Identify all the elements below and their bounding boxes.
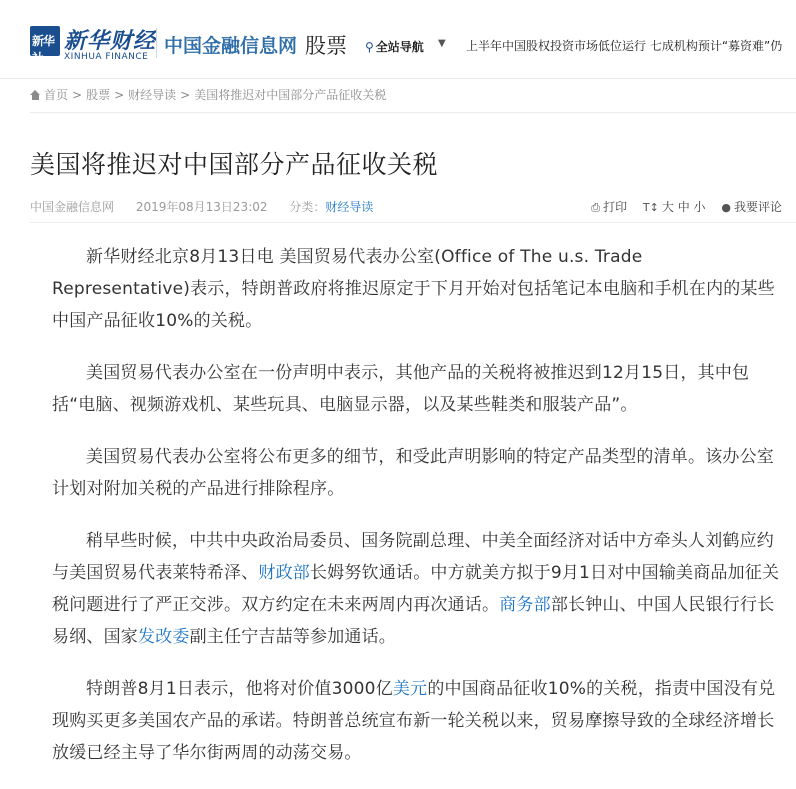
keyword-link[interactable]: 发改委 — [138, 627, 190, 647]
print-label: 打印 — [603, 200, 628, 214]
xinhua-logo-badge[interactable] — [30, 26, 60, 65]
article-paragraph — [52, 673, 782, 769]
article-title: 美国将推迟对中国部分产品征收关税 — [30, 150, 439, 179]
section-title[interactable]: 股票 — [305, 34, 347, 58]
breadcrumb-item-category[interactable]: 财经导读 — [128, 88, 177, 102]
breadcrumb-sep: > — [114, 88, 125, 102]
article-paragraph — [52, 357, 782, 421]
site-name[interactable]: 中国金融信息网 — [164, 35, 298, 57]
logo-subtitle: XINHUA FINANCE — [64, 52, 149, 62]
article-body — [52, 241, 782, 789]
breadcrumb — [30, 86, 386, 103]
keyword-link[interactable]: 财政部 — [258, 563, 311, 583]
comment-icon: ● — [721, 201, 731, 214]
logo-title[interactable]: 新华财经 — [64, 28, 157, 54]
keyword-link[interactable]: 美元 — [392, 679, 428, 699]
article-meta — [30, 198, 373, 215]
breadcrumb-sep: > — [180, 88, 191, 102]
paragraph-text: 美国贸易代表办公室在一份声明中表示，其他产品的关税将被推迟到12月15日，其中包括“电脑、视频游戏机、某些玩具、电脑显示器，以及某些鞋类和服装产品”。 — [52, 363, 750, 415]
comment-label: 我要评论 — [733, 200, 782, 214]
divider — [30, 112, 796, 113]
article-paragraph — [52, 441, 782, 505]
article-paragraph — [52, 525, 782, 653]
category-label: 分类： — [289, 200, 326, 214]
font-size-controls — [643, 200, 706, 214]
site-header — [0, 0, 796, 79]
font-small-button[interactable]: 小 — [693, 200, 706, 214]
paragraph-text: 美国贸易代表办公室将公布更多的细节，和受此声明影响的特定产品类型的清单。该办公室计划对附加关税的产品进行排除程序。 — [52, 447, 774, 499]
logo-divider — [156, 28, 157, 58]
logo-badge-text: 新华社 — [32, 34, 55, 65]
article-tools — [579, 198, 782, 215]
breadcrumb-sep: > — [72, 88, 83, 102]
paragraph-text: 新华财经北京8月13日电 美国贸易代表办公室(Office of The u.s. Trade Representative)表示，特朗普政府将推迟原定于下月开始对包括笔记本电脑和手机在内的某些中国产品征收10%的关税。 — [52, 247, 775, 331]
home-icon — [30, 90, 41, 100]
divider — [30, 222, 796, 223]
font-large-button[interactable]: 大 — [661, 200, 674, 214]
breadcrumb-home[interactable]: 首页 — [44, 88, 69, 102]
printer-icon: ⎙ — [591, 201, 601, 214]
news-ticker[interactable]: 上半年中国股权投资市场低位运行 七成机构预计“募资难”仍 — [466, 39, 783, 53]
triangle-down-icon[interactable]: ▼ — [438, 38, 446, 49]
breadcrumb-item-stocks[interactable]: 股票 — [86, 88, 111, 102]
location-pin-icon: ⚲ — [365, 40, 374, 54]
font-size-icon: T↕ — [642, 201, 659, 214]
paragraph-text: 副主任宁吉喆等参加通话。 — [189, 627, 397, 647]
category-link[interactable]: 财经导读 — [325, 200, 374, 214]
article-source: 中国金融信息网 — [30, 200, 115, 214]
site-nav-label: 全站导航 — [375, 40, 424, 54]
paragraph-text: 部长钟山、中国人民银行行长易纲、国家 — [52, 595, 775, 647]
article-datetime: 2019年08月13日23:02 — [135, 200, 268, 214]
paragraph-text: 稍早些时候，中共中央政治局委员、国务院副总理、中美全面经济对话中方牵头人刘鹤应约与美国贸易代表莱特希泽、 — [52, 531, 774, 583]
paragraph-text: 特朗普8月1日表示，他将对价值3000亿 — [86, 679, 393, 699]
font-medium-button[interactable]: 中 — [677, 200, 690, 214]
paragraph-text: 长姆努钦通话。中方就美方拟于9月1日对中国输美商品加征关税问题进行了严正交涉。双方约定在未来两周内再次通话。 — [52, 563, 780, 615]
site-nav-button[interactable] — [365, 38, 424, 55]
comment-button[interactable] — [721, 200, 782, 214]
article-paragraph — [52, 241, 782, 337]
keyword-link[interactable]: 商务部 — [499, 595, 551, 615]
paragraph-text: 的中国商品征收10%的关税，指责中国没有兑现购买更多美国农产品的承诺。特朗普总统宣布新一轮关税以来，贸易摩擦导致的全球经济增长放缓已经主导了华尔街两周的动荡交易。 — [52, 679, 776, 763]
breadcrumb-item-article[interactable]: 美国将推迟对中国部分产品征收关税 — [194, 88, 387, 102]
print-button[interactable] — [591, 200, 627, 214]
